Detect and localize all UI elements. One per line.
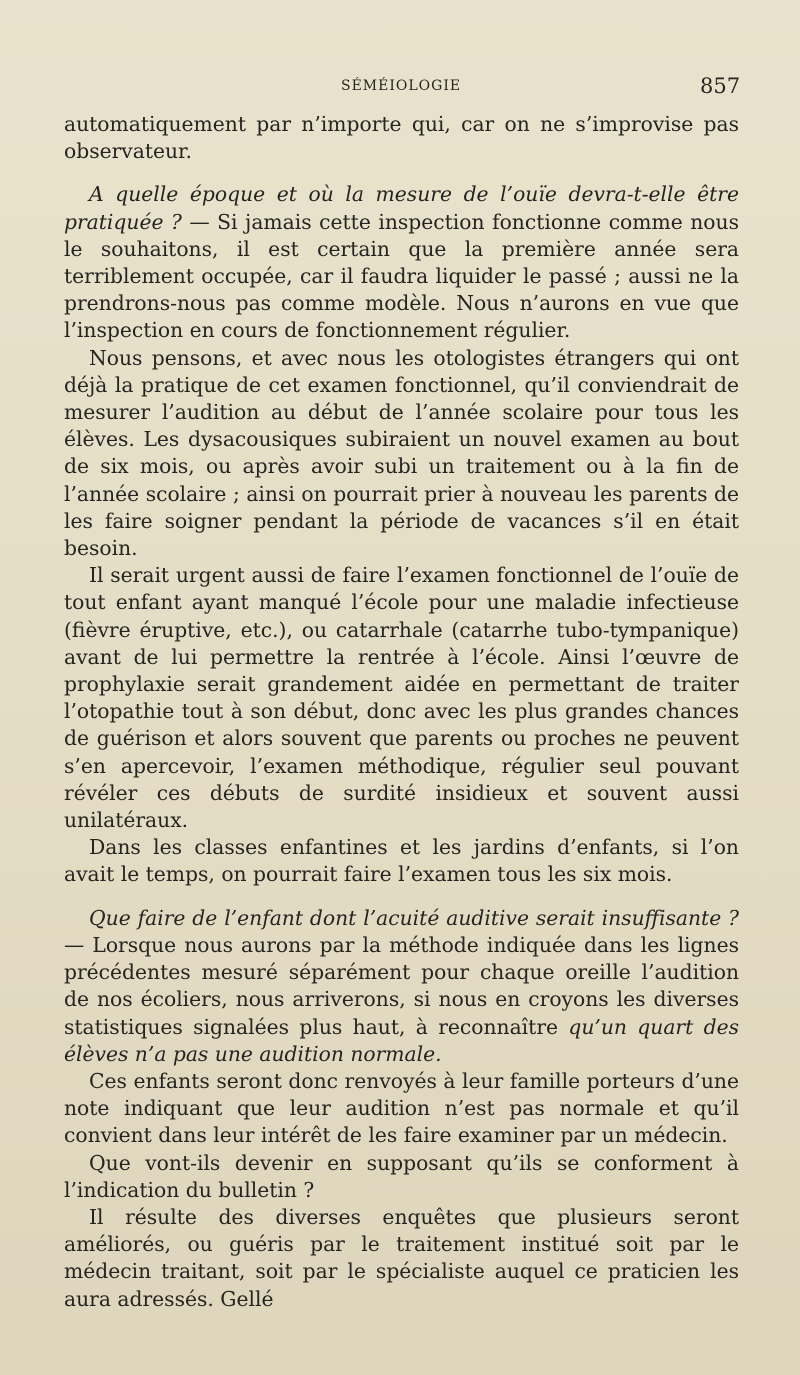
section-question: Que faire de l’enfant dont l’acuité auditive serait insuffisante ? xyxy=(89,905,739,930)
page-number: 857 xyxy=(700,74,741,98)
paragraph-section-insufficient: Que faire de l’enfant dont l’acuité auditive serait insuffisante ? — Lorsque nous aurons par la méthode indiquée dans les lignes précédentes mesuré séparément pour chaque oreille l’audition de nos écoliers, nous arriverons, si nous en croyons les diverses statistiques signalées plus haut, à reconnaître qu’un quart des élèves n’a pas une audition normale. xyxy=(64,905,739,1066)
body-text xyxy=(64,111,739,1313)
paragraph: Nous pensons, et avec nous les otologistes étrangers qui ont déjà la pratique de cet examen fonctionnel, qu’il conviendrait de mesurer l’audition au début de l’année scolaire pour tous les élèves. Les dysacousiques subiraient un nouvel examen au bout de six mois, ou après avoir subi un traitement ou à la fin de l’année scolaire ; ainsi on pourrait prier à nouveau les parents de les faire soigner pendant la période de vacances s’il en était besoin. xyxy=(64,345,739,561)
section-question: A quelle époque et où la mesure de l’ouïe devra-t-elle être pratiquée ? xyxy=(64,182,739,234)
running-title: SÉMÉIOLOGIE xyxy=(341,78,462,94)
running-head xyxy=(0,74,800,98)
paragraph: Ces enfants seront donc renvoyés à leur famille porteurs d’une note indiquant que leur audition n’est pas normale et qu’il convient dans leur intérêt de les faire examiner par un médecin. xyxy=(64,1068,739,1148)
paragraph: Il résulte des diverses enquêtes que plusieurs seront améliorés, ou guéris par le traitement institué soit par le médecin traitant, soit par le spécialiste auquel ce praticien les aura adressés. Gellé xyxy=(64,1204,739,1311)
emphasis: qu’un quart des élèves n’a pas une audition normale. xyxy=(64,1014,739,1066)
paragraph: Il serait urgent aussi de faire l’examen fonctionnel de l’ouïe de tout enfant ayant manqué l’école pour une maladie infectieuse (fièvre éruptive, etc.), ou catarrhale (catarrhe tubo-tympanique) avant de lui permettre la rentrée à l’école. Ainsi l’œuvre de prophylaxie serait grandement aidée en permettant de traiter l’otopathie tout à son début, donc avec les plus grandes chances de guérison et alors souvent que parents ou proches ne peuvent s’en apercevoir, l’examen méthodique, régulier seul pouvant révéler ces débuts de surdité insidieux et souvent aussi unilatéraux. xyxy=(64,563,739,833)
paragraph-section-timing: A quelle époque et où la mesure de l’ouïe devra-t-elle être pratiquée ? — Si jamais cette inspection fonctionne comme nous le souhaitons, il est certain que la première année sera terriblement occupée, car il faudra liquider le passé ; aussi ne la prendrons-nous pas comme modèle. Nous n’aurons en vue que l’inspection en cours de fonctionnement régulier. xyxy=(64,182,739,343)
paragraph: Dans les classes enfantines et les jardins d’enfants, si l’on avait le temps, on pourrait faire l’examen tous les six mois. xyxy=(64,835,739,887)
paragraph: Que vont-ils devenir en supposant qu’ils se conforment à l’indication du bulletin ? xyxy=(64,1150,739,1202)
paragraph-continuation: automatiquement par n’importe qui, car on ne s’improvise pas observateur. xyxy=(64,112,739,164)
